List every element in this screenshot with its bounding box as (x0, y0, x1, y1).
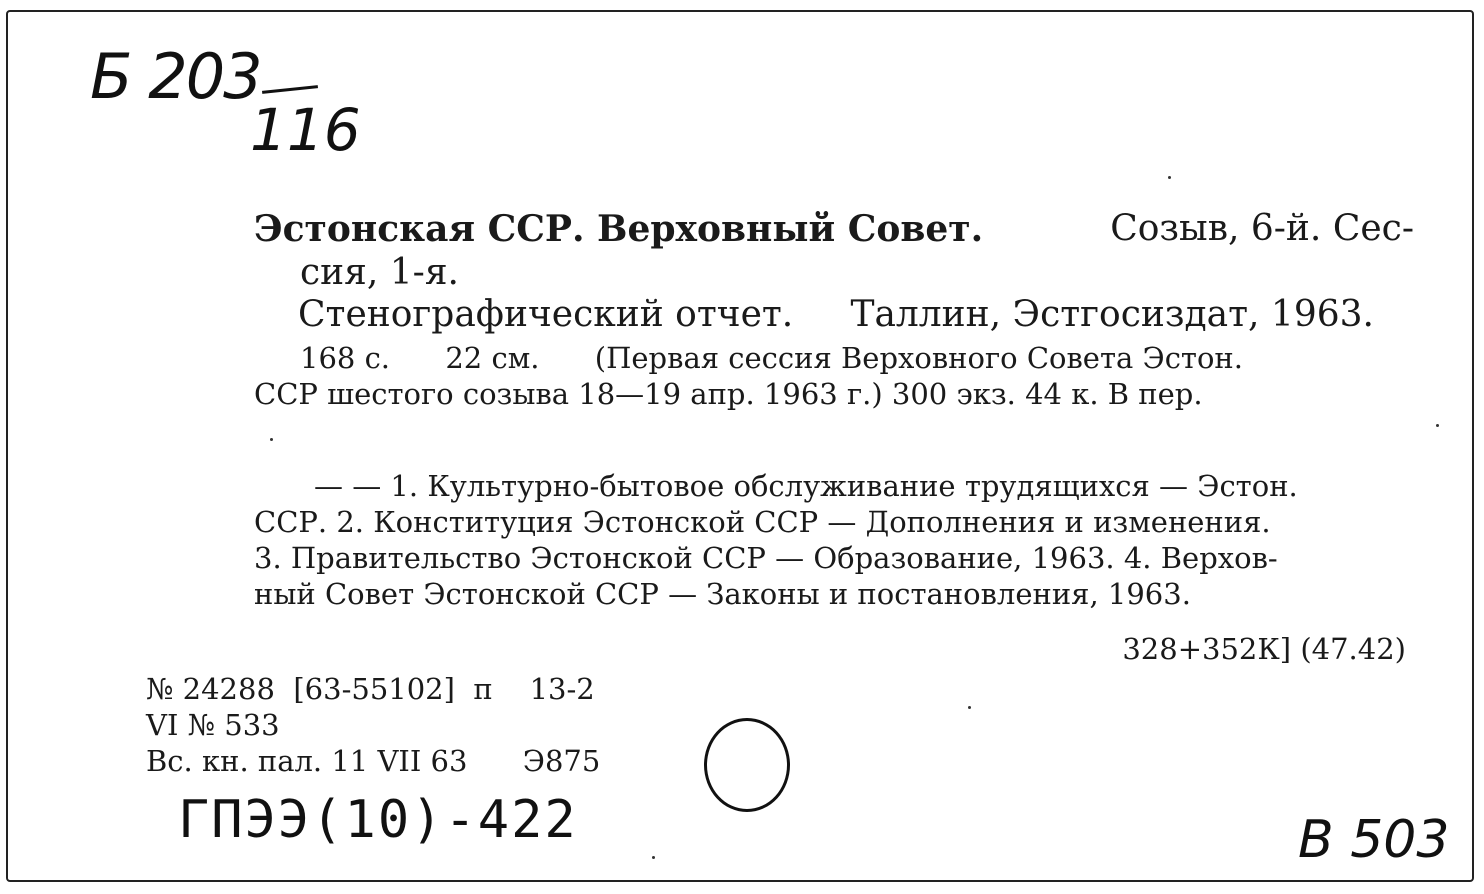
classification-number: 328+352К] (47.42) (1122, 632, 1406, 666)
speck (968, 706, 971, 709)
meta-line-2: VI № 533 (146, 708, 280, 742)
session-continuation: сия, 1-я. (300, 252, 459, 293)
handwritten-corner-note: B 503 (1298, 810, 1450, 870)
imprint-line: Стенографический отчет. Таллин, Эстгосиздат, 1963. (298, 294, 1374, 335)
collation-block (254, 340, 1414, 412)
handwritten-bottom-note: ГПЭЭ(10)-422 (178, 790, 578, 850)
meta-line-3: Вс. кн. пал. 11 VII 63 Э875 (146, 744, 601, 778)
subject-headings (254, 468, 1414, 612)
subject-line-2: ССР. 2. Конституция Эстонской ССР — Дополнения и изменения. (254, 505, 1271, 539)
speck (1436, 424, 1439, 427)
speck (652, 856, 655, 859)
subject-line-4: ный Совет Эстонской ССР — Законы и постановления, 1963. (254, 577, 1191, 611)
meta-line-1: № 24288 [63-55102] п 13-2 (146, 672, 595, 706)
subject-line-3: 3. Правительство Эстонской ССР — Образование, 1963. 4. Верхов- (254, 541, 1278, 575)
subject-line-1: — — 1. Культурно-бытовое обслуживание трудящихся — Эстон. (314, 469, 1298, 503)
collation-line-2: ССР шестого созыва 18—19 апр. 1963 г.) 300 экз. 44 к. В пер. (254, 377, 1203, 411)
collation-line-1: 168 с. 22 см. (Первая сессия Верховного Совета Эстон. (300, 341, 1243, 375)
card-heading (254, 203, 1414, 256)
punch-hole-circle (704, 718, 790, 812)
author-heading: Эстонская ССР. Верховный Совет. (254, 208, 984, 250)
shelfmark-main: Б 203 (90, 40, 261, 113)
speck (270, 438, 273, 441)
convocation-text: Созыв, 6-й. Сес- (1110, 208, 1414, 249)
speck (1168, 176, 1171, 179)
shelfmark-sub: 116 (250, 96, 361, 164)
